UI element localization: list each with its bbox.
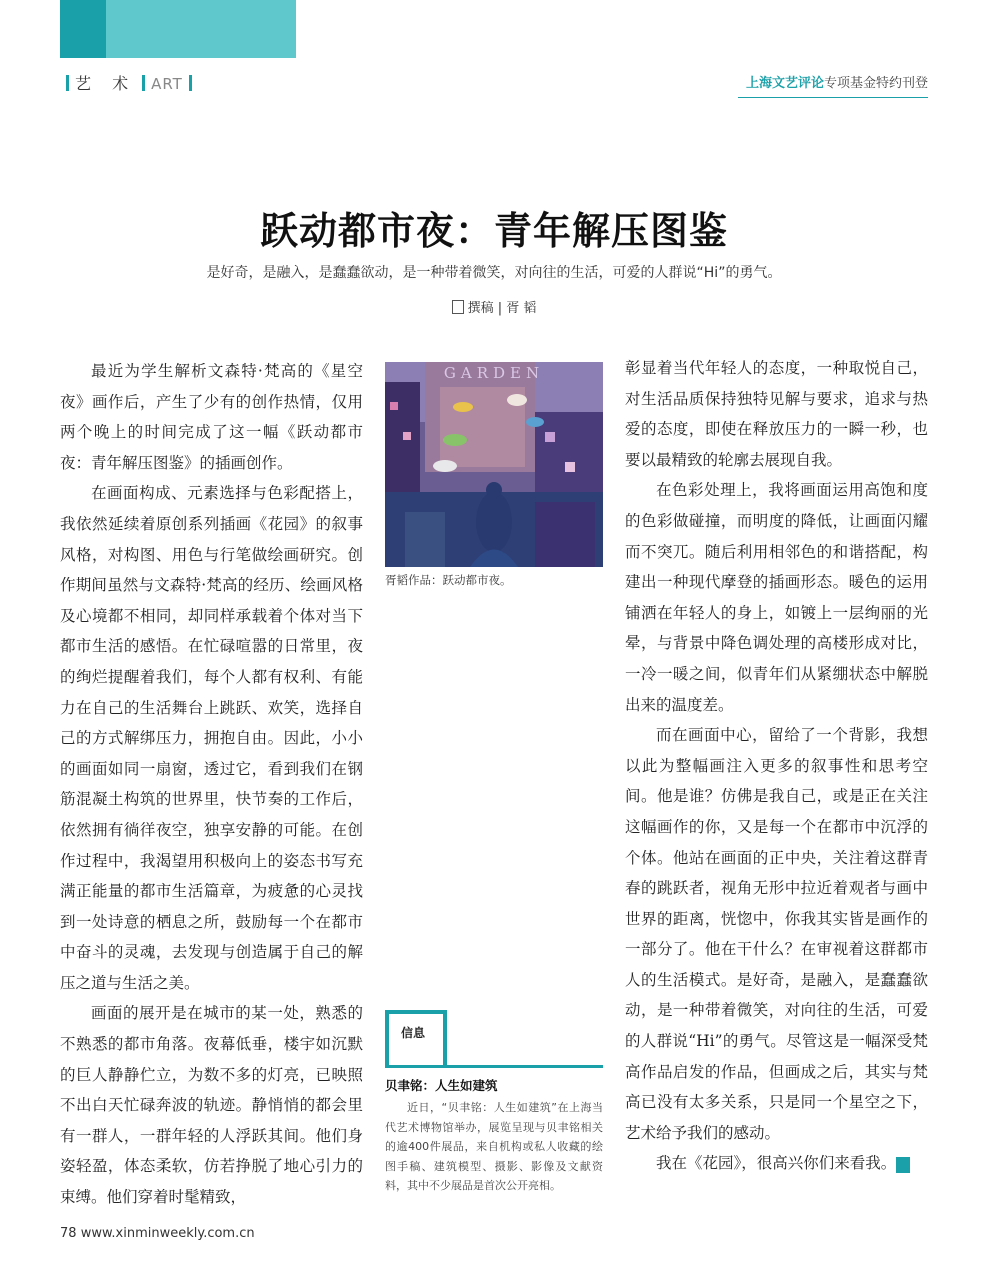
paragraph: 在色彩处理上，我将画面运用高饱和度的色彩做碰撞，而明度的降低，让画面闪耀而不突兀。随后利用相邻色的和谐搭配，构建出一种现代摩登的插画形态。暖色的运用铺洒在年轻人的身上，如镀上一层绚丽的光晕，与背景中降色调处理的高楼形成对比，一冷一暖之间，似青年们从紧绷状态中解脱出来的温度差。 [625,481,928,714]
page-number: 78 [60,1226,77,1241]
sponsor-credit [746,72,928,91]
sponsor-underline [738,97,928,98]
sponsor-brand: 上海文艺评论 [745,76,824,91]
header-color-block-dark [60,0,106,58]
article-subtitle: 是好奇，是融入，是蠢蠢欲动，是一种带着微笑，对向往的生活，可爱的人群说“Hi”的勇气。 [206,265,782,281]
section-divider [189,75,192,91]
section-label [60,71,198,94]
byline-label: 撰稿 [467,301,494,316]
info-tab [385,1010,447,1065]
figure-caption: 胥韬作品：跃动都市夜。 [385,573,512,587]
page-footer [60,1226,255,1241]
end-mark-icon: 民 [896,1157,910,1173]
header-color-block-light [106,0,296,58]
paragraph-final-text: 我在《花园》，很高兴你们来看我。 [656,1154,897,1173]
pen-icon [452,300,464,314]
paragraph: 最近为学生解析文森特·梵高的《星空夜》画作后，产生了少有的创作热情，仅用两个晚上的时间完成了这一幅《跃动都市夜：青年解压图鉴》的插画创作。 [60,362,363,472]
info-title: 贝聿铭：人生如建筑 [385,1078,498,1093]
article-column-left [60,356,363,1213]
info-box [385,1010,603,1192]
paragraph: 而在画面中心，留给了一个背影，我想以此为整幅画注入更多的叙事性和思考空间。他是谁？仿佛是我自己，或是正在关注这幅画作的你，又是每一个在都市中沉浮的个体。他站在画面的正中央，关注着这群青春的跳跃者，视角无形中拉近着观者与画中世界的距离，恍惚中，你我其实皆是画作的一部分了。他在干什么？在审视着这群都市人的生活模式。是好奇，是融入，是蠢蠢欲动，是一种带着微笑，对向往的生活，可爱的人群说“Hi”的勇气。尽管这是一幅深受梵高作品启发的作品，但画成之后，其实与梵高已没有太多关系，只是同一个星空之下，艺术给予我们的感动。 [625,726,928,1142]
section-divider [142,75,145,91]
paragraph: 画面的展开是在城市的某一处，熟悉的不熟悉的都市角落。夜幕低垂，楼宇如沉默的巨人静静伫立，为数不多的灯亮，已映照不出白天忙碌奔波的轨迹。静悄悄的都会里有一群人，一群年轻的人浮跃其间。他们身姿轻盈，体态柔软，仿若挣脱了地心引力的束缚。他们穿着时髦精致， [60,1004,363,1207]
paragraph: 在画面构成、元素选择与色彩配搭上，我依然延续着原创系列插画《花园》的叙事风格，对构图、用色与行笔做绘画研究。创作期间虽然与文森特·梵高的经历、绘画风格及心境都不相同，却同样承载着个体对当下都市生活的感悟。在忙碌喧嚣的日常里，夜的绚烂提醒着我们，每个人都有权利、有能力在自己的生活舞台上跳跃、欢笑，选择自己的方式解绑压力，拥抱自由。因此，小小的画面如同一扇窗，透过它，看到我们在钢筋混凝土构筑的世界里，快节奏的工作后，依然拥有徜徉夜空，独享安静的可能。在创作过程中，我渴望用积极向上的姿态书写充满正能量的都市生活篇章，为疲惫的心灵找到一处诗意的栖息之所，鼓励每一个在都市中奋斗的灵魂，去发现与创造属于自己的解压之道与生活之美。 [60,484,363,992]
info-rule [385,1065,603,1068]
info-tab-label: 信息 [401,1026,426,1040]
illustration [385,362,603,567]
byline-author: 胥 韬 [506,301,537,316]
section-label-en: ART [151,75,183,93]
byline-separator: | [497,301,503,316]
paragraph-final [625,1148,939,1179]
byline [0,297,988,316]
article-title: 跃动都市夜：青年解压图鉴 [259,208,728,253]
website-url: www.xinminweekly.com.cn [80,1226,255,1241]
section-label-zh: 艺 术 [75,74,137,93]
illustration-banner-text: GARDEN [443,364,545,382]
section-divider [66,75,69,91]
paragraph: 彰显着当代年轻人的态度，一种取悦自己，对生活品质保持独特见解与要求，追求与热爱的态度，即使在释放压力的一瞬一秒，也要以最精致的轮廓去展现自我。 [625,359,928,469]
sponsor-text: 专项基金特约刊登 [823,76,928,91]
article-column-right [625,353,939,1179]
info-body: 近日，“贝聿铭：人生如建筑”在上海当代艺术博物馆举办，展览呈现与贝聿铭相关的逾400件展品，来自机构或私人收藏的绘图手稿、建筑模型、摄影、影像及文献资料，其中不少展品是首次公开亮相。 [385,1101,603,1192]
